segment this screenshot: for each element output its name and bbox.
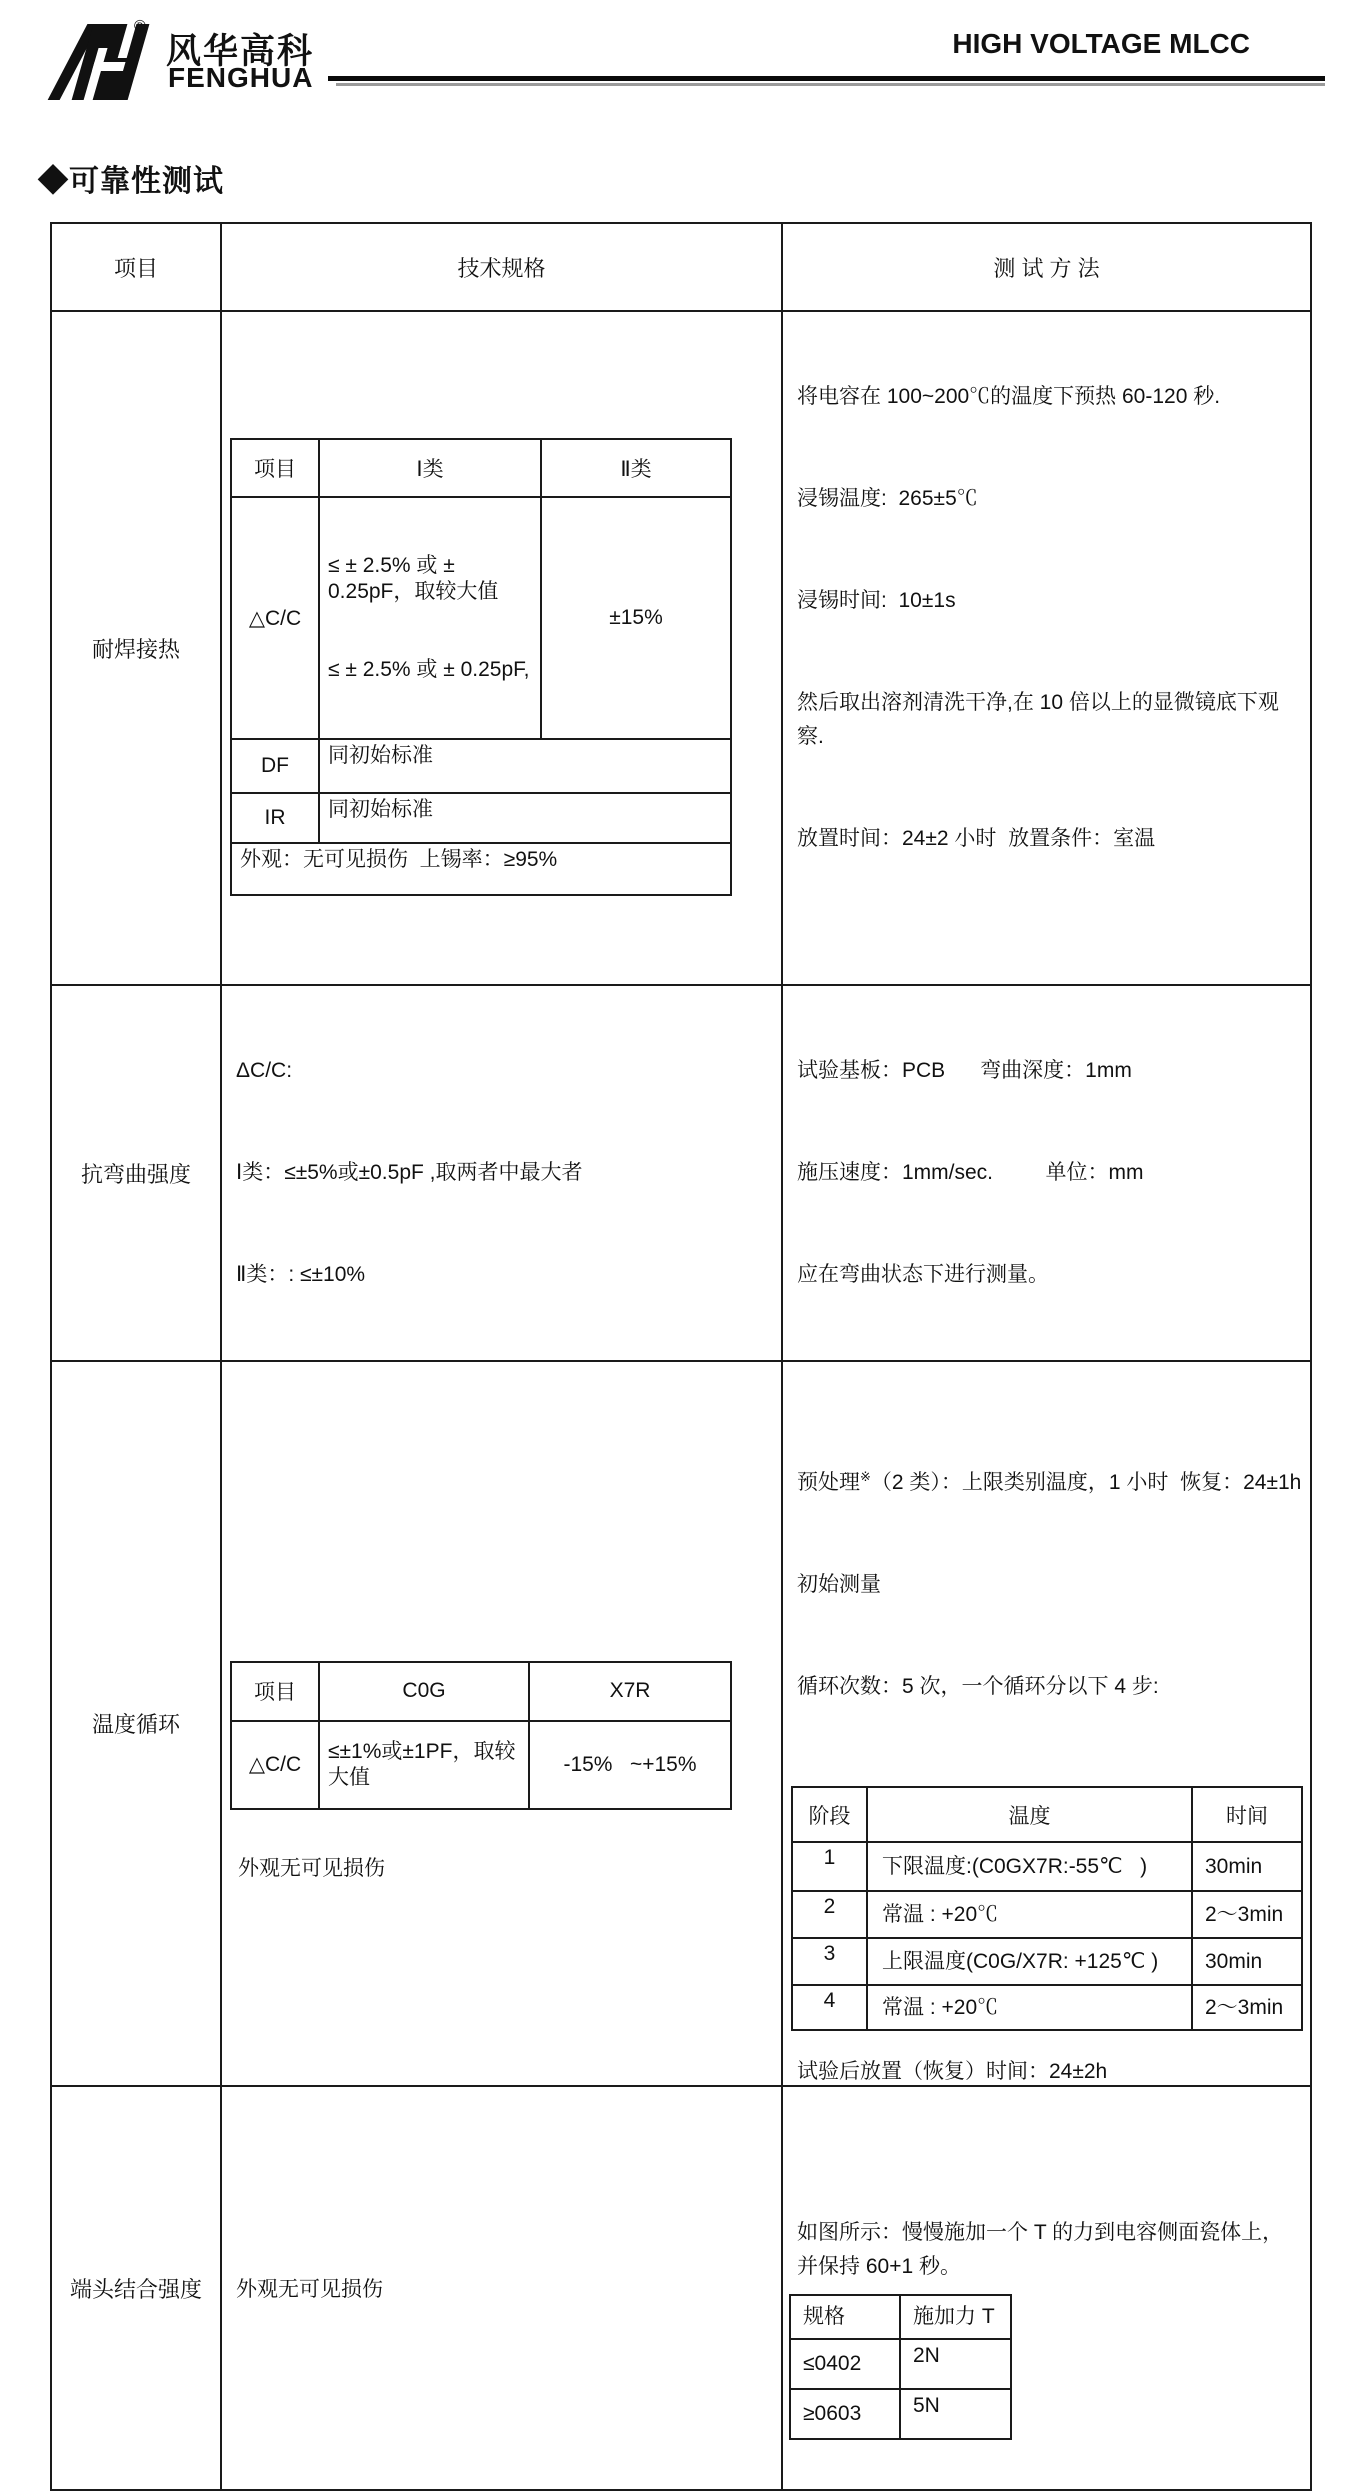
method-line: 浸锡温度: 265±5℃ (797, 487, 978, 510)
subB-dcc-c0g: ≤±1%或±1PF，取较大值 (319, 1721, 529, 1809)
method-line: 应在弯曲状态下进行测量。 (797, 1263, 1049, 1286)
intro-line: 初始测量 (797, 1573, 881, 1596)
method-line: 施压速度：1mm/sec. 单位：mm (797, 1161, 1144, 1184)
method-terminal-bond (782, 2086, 1311, 2490)
method-temperature-cycling (782, 1361, 1311, 2086)
subA-col-item: 项目 (231, 439, 319, 497)
stage-temp: 常温 : +20℃ (867, 1891, 1192, 1938)
spec-bending-lines (222, 986, 781, 1360)
intro-line: 循环次数：5 次，一个循环分以下 4 步: (797, 1675, 1159, 1698)
table-header-row (51, 223, 1311, 311)
stage-number: 1 (792, 1842, 867, 1891)
stage-temp: 常温 : +20℃ (867, 1985, 1192, 2030)
spec-appearance-note: 外观无可见损伤 (238, 1856, 385, 1880)
subA-ir-value: 同初始标准 (319, 793, 731, 843)
subB-dcc-label: △C/C (231, 1721, 319, 1809)
applied-force-table (789, 2294, 1012, 2440)
method-terminal-text: 如图所示：慢慢施加一个 T 的力到电容侧面瓷体上，并保持 60+1 秒。 (797, 2221, 1284, 2278)
stage-row (792, 1938, 1302, 1985)
spec-temperature-cycling (221, 1361, 782, 2086)
method-temp-cycle-intro (783, 1392, 1310, 1772)
force-value: 5N (900, 2389, 1011, 2439)
stage-time: 2～3min (1192, 1891, 1302, 1938)
spec-line: ΔC/C: (236, 1059, 293, 1082)
force-size: ≤0402 (790, 2339, 900, 2389)
document-title: HIGH VOLTAGE MLCC (952, 28, 1250, 59)
pretreatment-line (797, 1460, 1304, 1500)
pretreatment-rest: （2 类）：上限类别温度，1 小时 恢复：24±1h (870, 1471, 1302, 1494)
spec-line: Ⅰ类：≤±5%或±0.5pF ,取两者中最大者 (236, 1161, 583, 1184)
force-value: 2N (900, 2339, 1011, 2389)
method-line: 浸锡时间: 10±1s (797, 589, 956, 612)
subA-col-class2: Ⅱ类 (541, 439, 731, 497)
brand-name-cn: 风华高科 (166, 32, 315, 71)
stage-temp: 上限温度(C0G/X7R: +125℃ ) (867, 1938, 1192, 1985)
method-line: 然后取出溶剂清洗干净,在 10 倍以上的显微镜底下观察. (797, 691, 1279, 748)
stage-time: 30min (1192, 1842, 1302, 1891)
method-bending-strength (782, 985, 1311, 1361)
reference-mark: ※ (860, 1469, 871, 1484)
row-bending-strength (51, 985, 1311, 1361)
spec-solder-heat (221, 311, 782, 985)
force-row (790, 2389, 1011, 2439)
item-bending-strength: 抗弯曲强度 (51, 985, 221, 1361)
force-col-spec: 规格 (790, 2295, 900, 2339)
row-solder-heat (51, 311, 1311, 985)
subA-appearance: 外观：无可见损伤 上锡率：≥95% (231, 843, 731, 895)
subB-dcc-x7r: -15% ~+15% (529, 1721, 731, 1809)
subB-col-c0g: C0G (319, 1662, 529, 1721)
force-row (790, 2339, 1011, 2389)
method-solder-heat-lines (783, 312, 1310, 924)
stage-row (792, 1842, 1302, 1891)
row-temperature-cycling (51, 1361, 1311, 2086)
item-terminal-bond: 端头结合强度 (51, 2086, 221, 2490)
force-size: ≥0603 (790, 2389, 900, 2439)
cycle-stage-table (791, 1786, 1303, 2031)
subA-ir-label: IR (231, 793, 319, 843)
fenghua-logo (38, 18, 338, 102)
solder-heat-spec-table (230, 438, 732, 896)
stage-col-temp: 温度 (867, 1787, 1192, 1842)
header-rule-shadow (336, 83, 1325, 86)
item-temperature-cycling: 温度循环 (51, 1361, 221, 2086)
subA-dcc-class1 (319, 497, 541, 739)
fenghua-logo-icon (38, 22, 148, 102)
stage-number: 2 (792, 1891, 867, 1938)
method-line: 试验基板：PCB 弯曲深度：1mm (797, 1059, 1132, 1082)
col-header-item: 项目 (51, 223, 221, 311)
stage-row (792, 1891, 1302, 1938)
item-solder-heat: 耐焊接热 (51, 311, 221, 985)
stage-time: 2～3min (1192, 1985, 1302, 2030)
col-header-spec: 技术规格 (221, 223, 782, 311)
method-line: 放置时间：24±2 小时 放置条件：室温 (797, 827, 1156, 850)
spec-line: Ⅱ类：: ≤±10% (236, 1263, 366, 1286)
stage-number: 4 (792, 1985, 867, 2030)
stage-number: 3 (792, 1938, 867, 1985)
force-col-force: 施加力 T (900, 2295, 1011, 2339)
stage-temp: 下限温度:(C0GX7R:-55℃ ) (867, 1842, 1192, 1891)
subA-df-value: 同初始标准 (319, 739, 731, 793)
col-header-method: 测 试 方 法 (782, 223, 1311, 311)
row-terminal-bond (51, 2086, 1311, 2490)
subA-df-label: DF (231, 739, 319, 793)
header-rule (328, 76, 1325, 81)
stage-time: 30min (1192, 1938, 1302, 1985)
subA-dcc-label: △C/C (231, 497, 319, 739)
section-title: ◆可靠性测试 (38, 165, 224, 198)
recovery-note: 试验后放置（恢复）时间：24±2h (797, 2060, 1108, 2083)
subA-dcc-class1-line2: ≤ ± 2.5% 或 ± 0.25pF, (328, 658, 530, 681)
subB-col-x7r: X7R (529, 1662, 731, 1721)
registered-trademark-icon: ® (134, 18, 146, 35)
stage-col-time: 时间 (1192, 1787, 1302, 1842)
subB-col-item: 项目 (231, 1662, 319, 1721)
spec-appearance-note: 外观无可见损伤 (236, 2278, 383, 2301)
pretreatment-label: 预处理 (797, 1471, 860, 1494)
method-solder-heat (782, 311, 1311, 985)
reliability-test-table (50, 222, 1312, 2491)
brand-name-en: FENGHUA (168, 62, 314, 93)
method-line: 将电容在 100~200℃的温度下预热 60-120 秒. (797, 385, 1221, 408)
method-bending-lines (783, 986, 1310, 1360)
stage-col-stage: 阶段 (792, 1787, 867, 1842)
stage-row (792, 1985, 1302, 2030)
subA-dcc-class1-line1: ≤ ± 2.5% 或 ± 0.25pF，取较大值 (328, 554, 499, 603)
temp-cycle-spec-table (230, 1661, 732, 1810)
spec-terminal-bond (221, 2086, 782, 2490)
subA-col-class1: Ⅰ类 (319, 439, 541, 497)
subA-dcc-class2: ±15% (541, 497, 731, 739)
spec-bending-strength (221, 985, 782, 1361)
